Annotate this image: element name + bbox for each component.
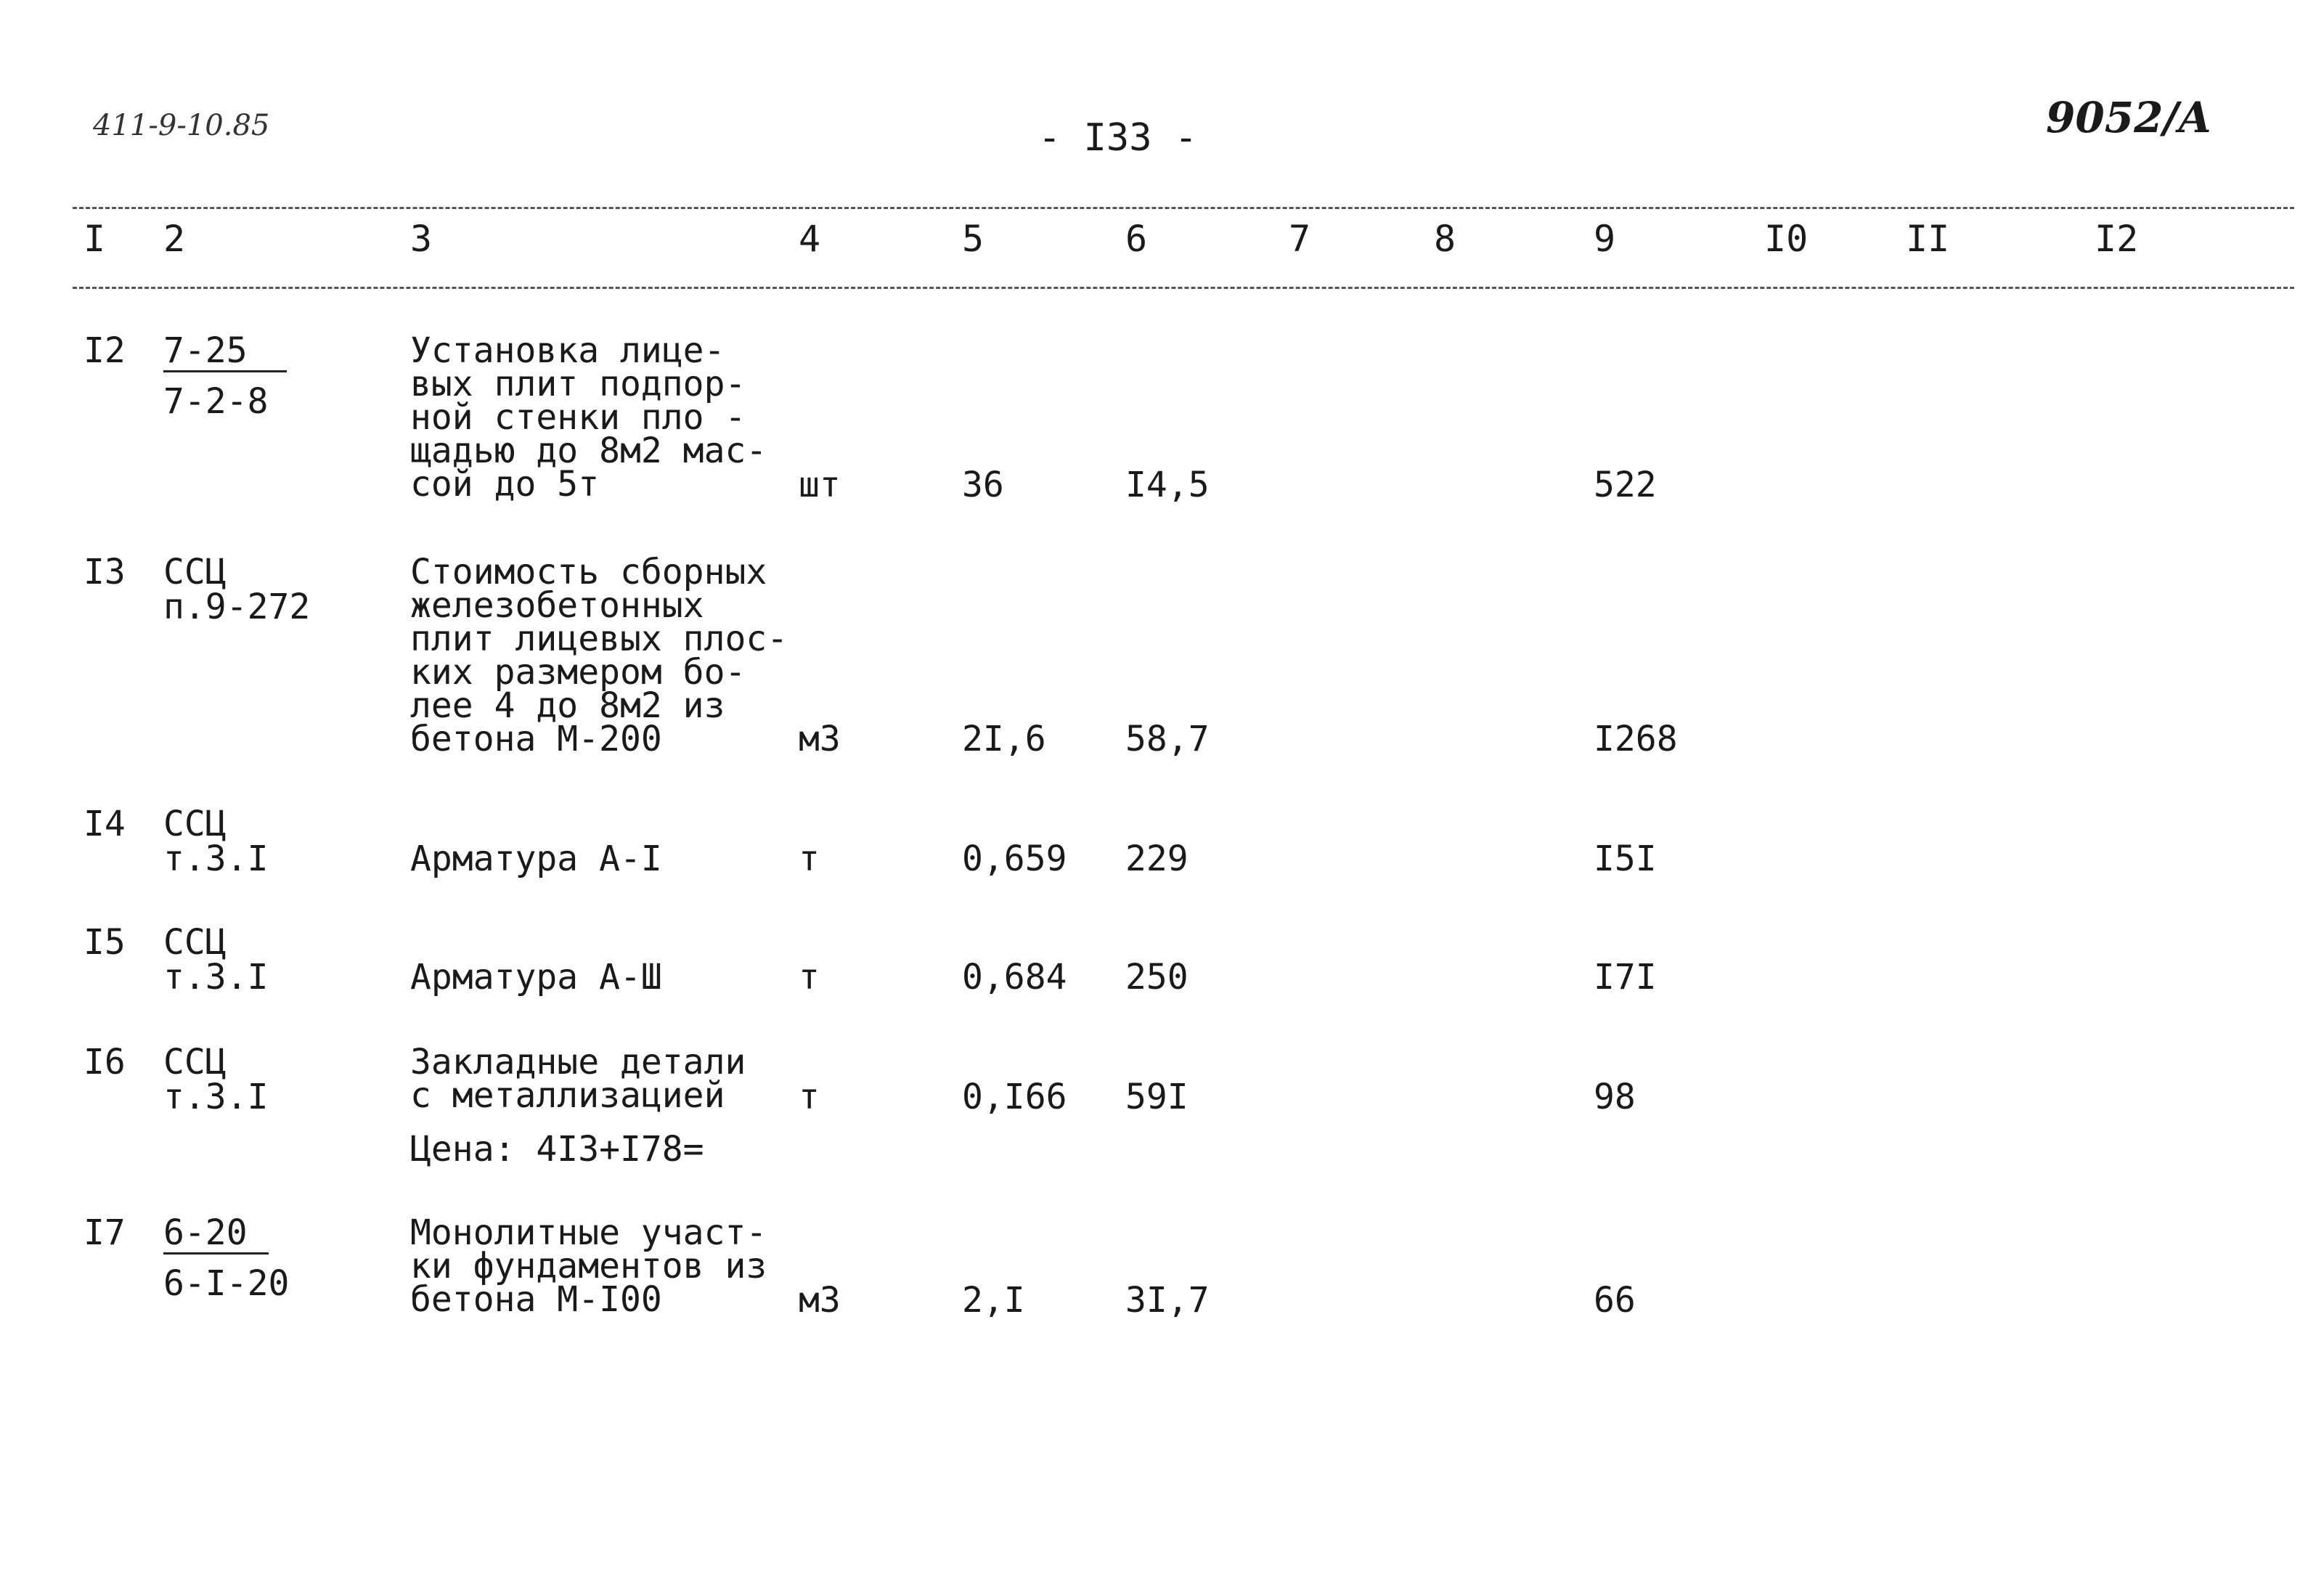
norm-code-bottom: 7-2-8	[163, 381, 269, 422]
unit-price: 59I	[1125, 1077, 1188, 1117]
row-number: I6	[83, 1042, 126, 1082]
row-number: I3	[83, 552, 126, 592]
row-number: I7	[83, 1212, 126, 1253]
col-header-10: I0	[1764, 218, 1809, 260]
col-header-5: 5	[962, 218, 984, 260]
total-cost: I268	[1594, 719, 1678, 759]
col-header-6: 6	[1125, 218, 1148, 260]
unit-price: 229	[1125, 839, 1188, 879]
unit: м3	[799, 1280, 841, 1321]
unit-price: 3I,7	[1125, 1280, 1210, 1321]
item-description: Установка лице- вых плит подпор- ной стенки пло - щадью до 8м2 мас- сой до 5т	[410, 330, 767, 505]
col-header-2: 2	[163, 218, 186, 260]
total-cost: I5I	[1594, 839, 1657, 879]
quantity: 0,684	[962, 957, 1067, 998]
unit: т	[799, 1077, 820, 1117]
norm-code-top: ССЦ	[163, 804, 227, 844]
unit-price: I4,5	[1125, 465, 1210, 505]
norm-code-bottom: т.3.I	[163, 839, 269, 879]
norm-code-bottom: т.3.I	[163, 1077, 269, 1117]
row-number: I5	[83, 922, 126, 963]
item-description: Стоимость сборных железобетонных плит лицевых плос- ких размером бо- лее 4 до 8м2 из бетона М-200	[410, 552, 788, 759]
header-top-rule	[73, 207, 2294, 209]
col-header-4: 4	[799, 218, 821, 260]
reference-number: 9052/A	[2046, 93, 2211, 142]
document-code: 411-9-10.85	[93, 109, 270, 142]
col-header-8: 8	[1434, 218, 1456, 260]
price-note: Цена: 4I3+I78=	[410, 1129, 704, 1170]
col-header-9: 9	[1594, 218, 1616, 260]
quantity: 0,I66	[962, 1077, 1067, 1117]
total-cost: I7I	[1594, 957, 1657, 998]
norm-code-top: ССЦ	[163, 922, 227, 963]
norm-code-top: ССЦ	[163, 1042, 227, 1082]
unit-price: 58,7	[1125, 719, 1210, 759]
unit: шт	[799, 465, 841, 505]
total-cost: 522	[1594, 465, 1657, 505]
item-description: Арматура А-Ш	[410, 957, 662, 998]
quantity: 36	[962, 465, 1004, 505]
quantity: 2I,6	[962, 719, 1046, 759]
total-cost: 66	[1594, 1280, 1636, 1321]
col-header-7: 7	[1289, 218, 1311, 260]
unit-price: 250	[1125, 957, 1188, 998]
col-header-12: I2	[2095, 218, 2139, 260]
norm-code-bottom: 6-I-20	[163, 1263, 290, 1304]
col-header-11: II	[1906, 218, 1950, 260]
norm-code-top: 7-25	[163, 334, 287, 372]
quantity: 2,I	[962, 1280, 1025, 1321]
page-number: - I33 -	[1038, 116, 1198, 160]
unit: т	[799, 957, 820, 998]
norm-code-bottom: п.9-272	[163, 587, 311, 627]
row-number: I4	[83, 804, 126, 844]
col-header-3: 3	[410, 218, 433, 260]
total-cost: 98	[1594, 1077, 1636, 1117]
unit: м3	[799, 719, 841, 759]
norm-code-top: 6-20	[163, 1216, 269, 1255]
quantity: 0,659	[962, 839, 1067, 879]
item-description: Арматура А-I	[410, 839, 662, 879]
header-bottom-rule	[73, 287, 2294, 289]
item-description: Закладные детали с металлизацией	[410, 1042, 746, 1116]
norm-code-bottom: т.3.I	[163, 957, 269, 998]
norm-code-top: ССЦ	[163, 552, 227, 592]
col-header-1: I	[83, 218, 106, 260]
item-description: Монолитные участ- ки фундаментов из бетона М-I00	[410, 1212, 767, 1320]
unit: т	[799, 839, 820, 879]
row-number: I2	[83, 330, 126, 371]
